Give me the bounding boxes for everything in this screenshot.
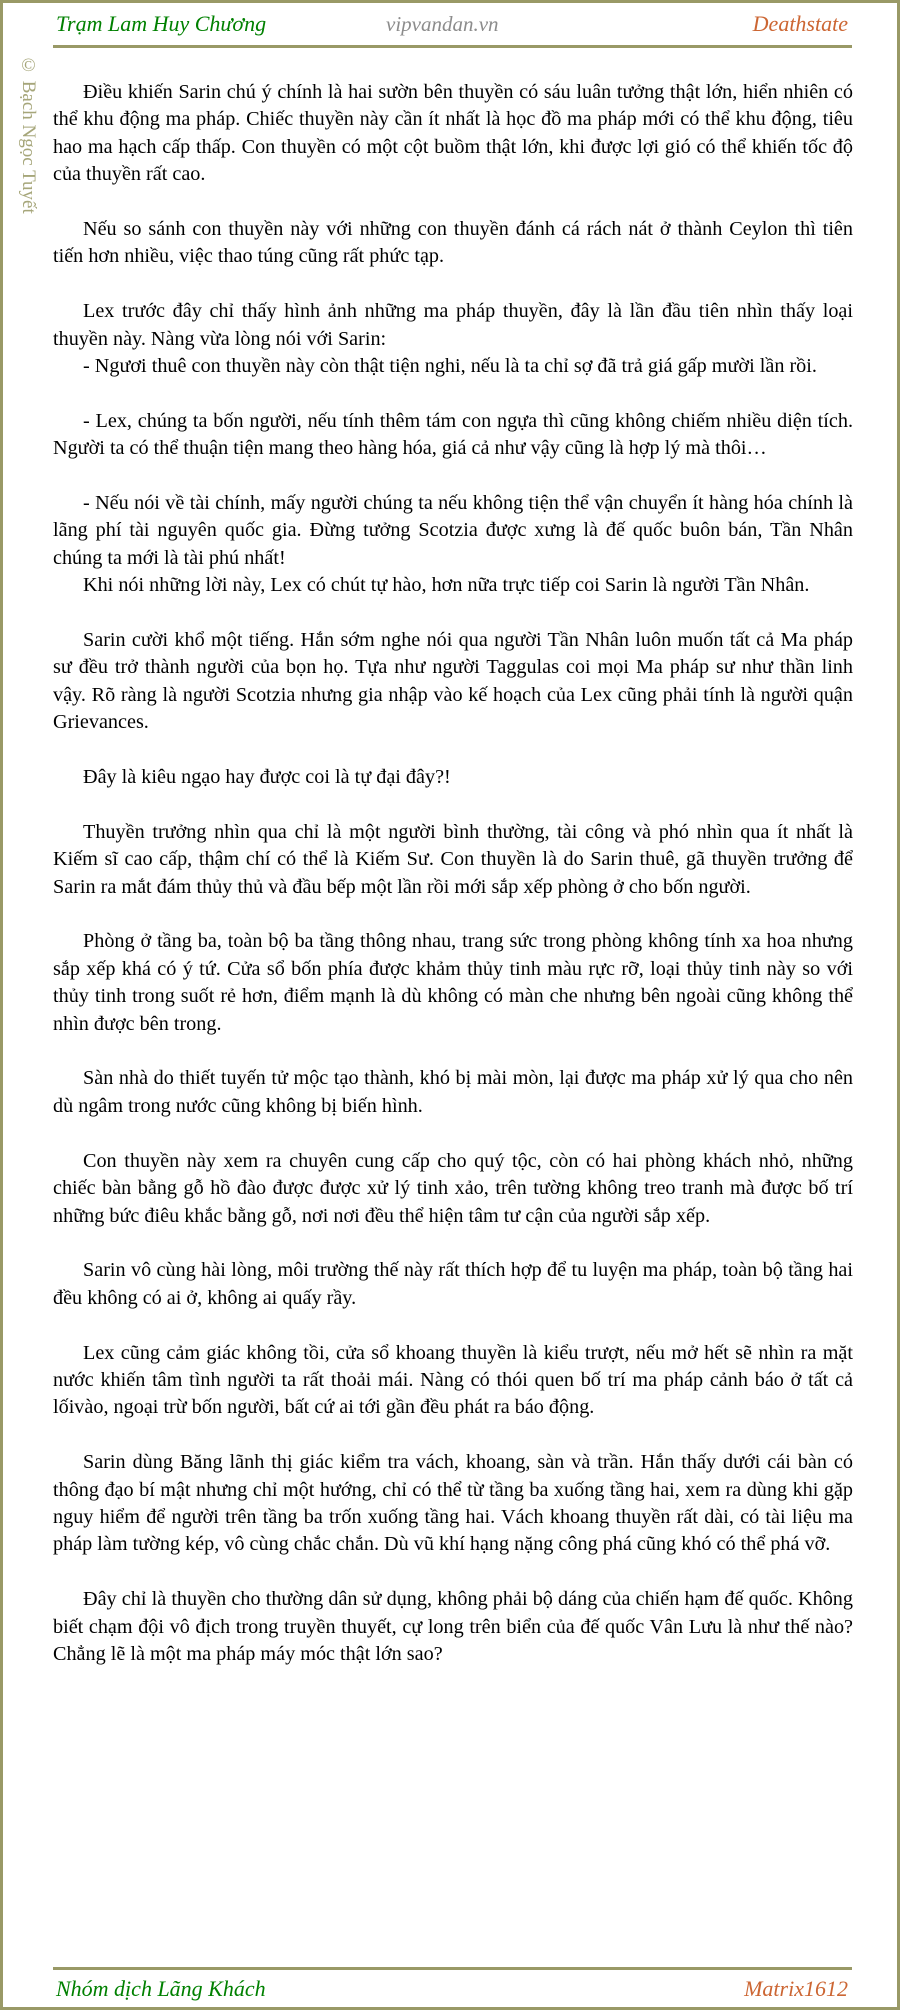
paragraph: Con thuyền này xem ra chuyên cung cấp cho quý tộc, còn có hai phòng khách nhỏ, những chiếc bàn bằng gỗ hồ đào được được xử lý tinh xảo, trên tường không treo tranh mà được bố trí những bức điêu khắc bằng gỗ, nơi nơi đều thể hiện tâm tư cận của người sắp xếp. (53, 1149, 853, 1227)
chapter-body (53, 79, 853, 1696)
dialogue-paragraph: - Ngươi thuê con thuyền này còn thật tiện nghi, nếu là ta chỉ sợ đã trả giá gấp mười lần rồi. (83, 355, 817, 378)
header-site-name: vipvandan.vn (386, 12, 499, 36)
footer-translator-group: Nhóm dịch Lãng Khách (56, 1976, 266, 2001)
header-group-name: Trạm Lam Huy Chương (56, 11, 267, 36)
paragraph: Thuyền trưởng nhìn qua chỉ là một người bình thường, tài công và phó nhìn qua ít nhất là Kiếm sĩ cao cấp, thậm chí có thể là Kiếm Sư. Con thuyền là do Sarin thuê, gã thuyền trưởng để Sarin ra mắt đám thủy thủ và đầu bếp một lần rồi mới sắp xếp phòng ở cho bốn người. (53, 820, 853, 898)
dialogue-paragraph: - Nếu nói về tài chính, mấy người chúng ta nếu không tiện thể vận chuyển ít hàng hóa chính là lãng phí tài nguyên quốc gia. Đừng tưởng Scotzia được xưng là đế quốc buôn bán, Tần Nhân chúng ta mới là tài phú nhất! (53, 492, 853, 569)
paragraph: Điều khiến Sarin chú ý chính là hai sườn bên thuyền có sáu luân tưởng thật lớn, hiển nhiên có thể khu động ma pháp. Chiếc thuyền này cần ít nhất là học đồ ma pháp mới có thể khu động, tiêu hao ma hạch cấp thấp. Con thuyền có một cột buồm thật lớn, khi được lợi gió có thể khiến tốc độ của thuyền rất cao. (53, 81, 853, 186)
page-footer (53, 1967, 852, 2010)
paragraph: Khi nói những lời này, Lex có chút tự hào, hơn nữa trực tiếp coi Sarin là người Tần Nhân. (83, 574, 810, 597)
page-header (53, 3, 852, 48)
header-book-title: Deathstate (752, 11, 848, 36)
paragraph: Lex trước đây chỉ thấy hình ảnh những ma pháp thuyền, đây là lần đầu tiên nhìn thấy loại thuyền này. Nàng vừa lòng nói với Sarin: (53, 300, 853, 350)
dialogue-paragraph: - Lex, chúng ta bốn người, nếu tính thêm tám con ngựa thì cũng không chiếm nhiều diện tích. Người ta có thể thuận tiện mang theo hàng hóa, giá cả như vậy cũng là hợp lý mà thôi… (53, 409, 853, 460)
paragraph: Phòng ở tầng ba, toàn bộ ba tầng thông nhau, trang sức trong phòng không tính xa hoa nhưng sắp xếp khá có ý tứ. Cửa sổ bốn phía được khảm thủy tinh màu rực rỡ, loại thủy tinh này so với thủy tinh trong suốt rẻ hơn, điểm mạnh là dù không có màn che nhưng bên ngoài cũng không thể nhìn được bên trong. (53, 930, 853, 1035)
paragraph: Sarin vô cùng hài lòng, môi trường thế này rất thích hợp để tu luyện ma pháp, toàn bộ tầng hai đều không có ai ở, không ai quấy rầy. (53, 1259, 853, 1309)
paragraph: Đây là kiêu ngạo hay được coi là tự đại đây?! (83, 766, 451, 789)
footer-uploader: Matrix1612 (744, 1976, 848, 2001)
paragraph: Sàn nhà do thiết tuyến tử mộc tạo thành, khó bị mài mòn, lại được ma pháp xử lý qua cho nên dù ngâm trong nước cũng không bị biến hình. (53, 1067, 853, 1117)
paragraph: Lex cũng cảm giác không tồi, cửa sổ khoang thuyền là kiểu trượt, nếu mở hết sẽ nhìn ra mặt nước khiến tâm tình người ta rất thoải mái. Nàng có thói quen bố trí ma pháp cảnh báo ở tất cả lốivào, ngoại trừ bốn người, bất cứ ai tới gần đều phát ra báo động. (53, 1341, 853, 1419)
copyright-watermark: © Bạch Ngọc Tuyết (18, 55, 39, 214)
paragraph: Đây chỉ là thuyền cho thường dân sử dụng, không phải bộ dáng của chiến hạm đế quốc. Không biết chạm đội vô địch trong truyền thuyết, cự long trên biển của đế quốc Vân Lưu là như thế nào? Chẳng lẽ là một ma pháp máy móc thật lớn sao? (53, 1588, 853, 1665)
paragraph: Sarin cười khổ một tiếng. Hắn sớm nghe nói qua người Tần Nhân luôn muốn tất cả Ma pháp sư đều trở thành người của bọn họ. Tựa như người Taggulas coi mọi Ma pháp sư như thần linh vậy. Rõ ràng là người Scotzia nhưng gia nhập vào kế hoạch của Lex cũng phải tính là người quận Grievances. (53, 629, 853, 734)
paragraph: Sarin dùng Băng lãnh thị giác kiểm tra vách, khoang, sàn và trần. Hắn thấy dưới cái bàn có thông đạo bí mật nhưng chỉ một hướng, chỉ có thể từ tầng ba xuống tầng hai, xem ra dùng khi gặp nguy hiểm để người trên tầng ba trốn xuống tầng hai. Vách khoang thuyền rất dài, có tài liệu ma pháp làm tường kép, vô cùng chắc chắn. Dù vũ khí hạng nặng công phá cũng khó có thể phá vỡ. (53, 1451, 853, 1556)
paragraph: Nếu so sánh con thuyền này với những con thuyền đánh cá rách nát ở thành Ceylon thì tiên tiến hơn nhiều, việc thao túng cũng rất phức tạp. (53, 218, 853, 268)
